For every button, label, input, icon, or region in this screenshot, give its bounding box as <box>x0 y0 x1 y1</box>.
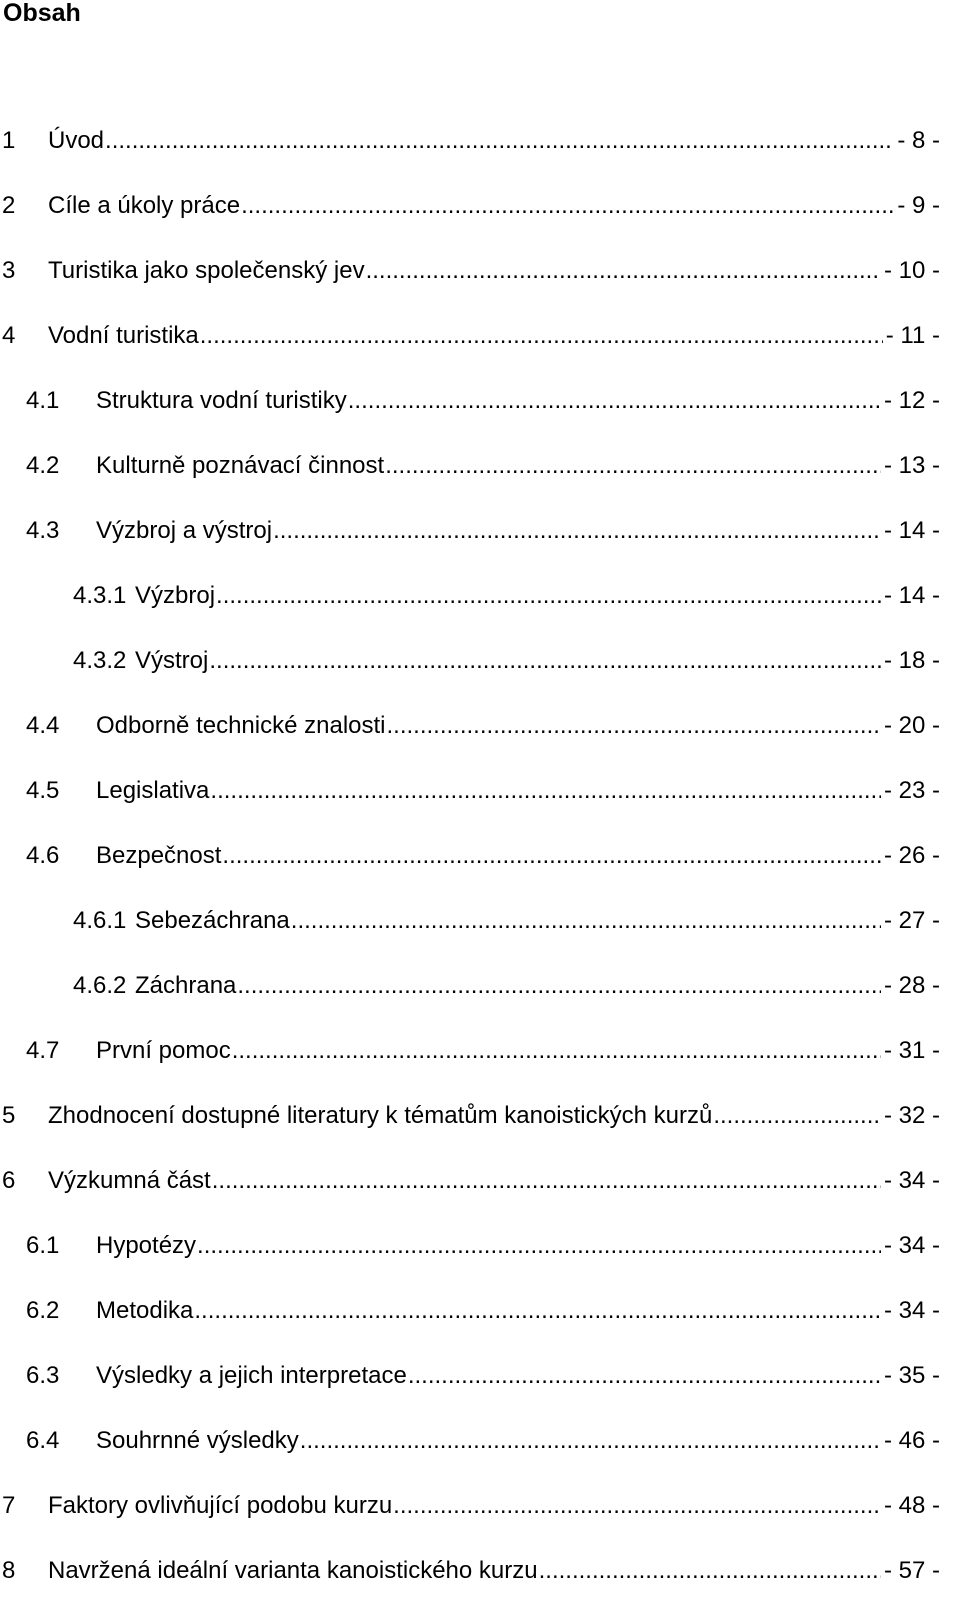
dot-leader <box>386 703 881 749</box>
toc-entry[interactable] <box>0 1418 940 1483</box>
toc-entry[interactable] <box>0 963 940 1028</box>
toc-entry-title: Souhrnné výsledky <box>96 1427 299 1454</box>
toc-entry-page: - 20 - <box>883 712 940 739</box>
dot-leader <box>215 573 881 619</box>
toc-entry[interactable] <box>0 638 940 703</box>
dot-leader <box>221 833 881 879</box>
toc-entry-number: 2 <box>2 192 16 219</box>
toc-entry[interactable] <box>0 248 940 313</box>
dot-leader <box>193 1288 881 1334</box>
toc-entry-number: 5 <box>2 1102 16 1129</box>
toc-entry[interactable] <box>0 573 940 638</box>
toc-entry-page: - 34 - <box>883 1297 940 1324</box>
toc-entry[interactable] <box>0 443 940 508</box>
dot-leader <box>392 1483 881 1529</box>
toc-entry-number: 6.1 <box>26 1232 60 1259</box>
toc-entry-page: - 12 - <box>883 387 940 414</box>
toc-entry-title: Výzbroj <box>135 582 216 609</box>
toc-entry-title: Výzkumná část <box>48 1167 211 1194</box>
dot-leader <box>211 1158 881 1204</box>
toc-entry-title: Faktory ovlivňující podobu kurzu <box>48 1492 393 1519</box>
toc-entry-number: 4.3.1 <box>73 582 127 609</box>
dot-leader <box>347 378 881 424</box>
toc-entry-number: 4.6 <box>26 842 60 869</box>
toc-entry-title: Kulturně poznávací činnost <box>96 452 385 479</box>
toc-entry-page: - 9 - <box>897 192 940 219</box>
toc-entry-number: 6.3 <box>26 1362 60 1389</box>
toc-entry-number: 8 <box>2 1557 16 1584</box>
toc-entry-page: - 46 - <box>883 1427 940 1454</box>
toc-entry-number: 4.5 <box>26 777 60 804</box>
toc-entry-title: Sebezáchrana <box>135 907 290 934</box>
toc-entry-title: Hypotézy <box>96 1232 197 1259</box>
toc-entry[interactable] <box>0 1353 940 1418</box>
dot-leader <box>196 1223 881 1269</box>
toc-entry-number: 6.2 <box>26 1297 60 1324</box>
toc-entry-page: - 13 - <box>883 452 940 479</box>
dot-leader <box>104 118 894 164</box>
toc-entry-number: 4.4 <box>26 712 60 739</box>
toc-entry-page: - 35 - <box>883 1362 940 1389</box>
toc-entry-title: Záchrana <box>135 972 237 999</box>
toc-entry[interactable] <box>0 703 940 768</box>
toc-entry-title: Odborně technické znalosti <box>96 712 386 739</box>
toc-entry-number: 1 <box>2 127 16 154</box>
toc-entry-title: Legislativa <box>96 777 210 804</box>
toc-entry[interactable] <box>0 1158 940 1223</box>
toc-entry-title: Navržená ideální varianta kanoistického kurzu <box>48 1557 538 1584</box>
dot-leader <box>199 313 883 359</box>
toc-entry-number: 4.1 <box>26 387 60 414</box>
page-title: Obsah <box>3 0 81 27</box>
toc-entry-number: 6 <box>2 1167 16 1194</box>
toc-entry-number: 4.3 <box>26 517 60 544</box>
toc-entry-number: 4.3.2 <box>73 647 127 674</box>
toc-entry-title: Vodní turistika <box>48 322 199 349</box>
toc-entry[interactable] <box>0 313 940 378</box>
toc-entry[interactable] <box>0 1288 940 1353</box>
toc-entry-title: První pomoc <box>96 1037 231 1064</box>
toc-entry[interactable] <box>0 1548 940 1613</box>
toc-entry-number: 6.4 <box>26 1427 60 1454</box>
dot-leader <box>272 508 881 554</box>
dot-leader <box>240 183 894 229</box>
table-of-contents <box>0 118 940 1613</box>
toc-entry[interactable] <box>0 118 940 183</box>
toc-entry-title: Bezpečnost <box>96 842 222 869</box>
toc-entry-title: Struktura vodní turistiky <box>96 387 347 414</box>
dot-leader <box>712 1093 881 1139</box>
toc-entry-title: Výzbroj a výstroj <box>96 517 273 544</box>
toc-entry-page: - 14 - <box>883 517 940 544</box>
toc-entry-page: - 26 - <box>883 842 940 869</box>
toc-entry-number: 4.7 <box>26 1037 60 1064</box>
toc-entry-page: - 34 - <box>883 1167 940 1194</box>
dot-leader <box>538 1548 881 1594</box>
dot-leader <box>208 638 881 684</box>
toc-entry-number: 4 <box>2 322 16 349</box>
toc-entry-page: - 57 - <box>883 1557 940 1584</box>
dot-leader <box>365 248 881 294</box>
dot-leader <box>290 898 881 944</box>
dot-leader <box>231 1028 881 1074</box>
toc-entry[interactable] <box>0 1028 940 1093</box>
toc-entry[interactable] <box>0 833 940 898</box>
toc-entry-page: - 34 - <box>883 1232 940 1259</box>
toc-entry-title: Výsledky a jejich interpretace <box>96 1362 407 1389</box>
toc-entry-page: - 10 - <box>883 257 940 284</box>
dot-leader <box>384 443 881 489</box>
toc-entry-title: Metodika <box>96 1297 194 1324</box>
toc-entry[interactable] <box>0 1483 940 1548</box>
toc-entry-title: Cíle a úkoly práce <box>48 192 241 219</box>
toc-entry-page: - 27 - <box>883 907 940 934</box>
toc-entry[interactable] <box>0 183 940 248</box>
toc-entry[interactable] <box>0 1093 940 1158</box>
toc-entry[interactable] <box>0 768 940 833</box>
toc-entry-number: 7 <box>2 1492 16 1519</box>
toc-entry-title: Zhodnocení dostupné literatury k tématům kanoistických kurzů <box>48 1102 713 1129</box>
toc-entry-page: - 31 - <box>883 1037 940 1064</box>
toc-entry[interactable] <box>0 1223 940 1288</box>
toc-entry-number: 4.6.1 <box>73 907 127 934</box>
toc-entry-page: - 18 - <box>883 647 940 674</box>
toc-entry-number: 4.2 <box>26 452 60 479</box>
toc-entry-page: - 23 - <box>883 777 940 804</box>
dot-leader <box>209 768 881 814</box>
dot-leader <box>236 963 881 1009</box>
toc-entry-title: Výstroj <box>135 647 209 674</box>
toc-entry-number: 3 <box>2 257 16 284</box>
toc-entry-page: - 14 - <box>883 582 940 609</box>
dot-leader <box>407 1353 881 1399</box>
toc-entry-number: 4.6.2 <box>73 972 127 999</box>
toc-entry-page: - 11 - <box>885 322 940 349</box>
toc-entry[interactable] <box>0 378 940 443</box>
toc-entry[interactable] <box>0 898 940 963</box>
toc-entry-page: - 8 - <box>897 127 940 154</box>
dot-leader <box>299 1418 881 1464</box>
toc-entry-page: - 32 - <box>883 1102 940 1129</box>
toc-entry[interactable] <box>0 508 940 573</box>
toc-entry-title: Turistika jako společenský jev <box>48 257 365 284</box>
toc-entry-page: - 48 - <box>883 1492 940 1519</box>
toc-entry-title: Úvod <box>48 127 105 154</box>
toc-entry-page: - 28 - <box>883 972 940 999</box>
